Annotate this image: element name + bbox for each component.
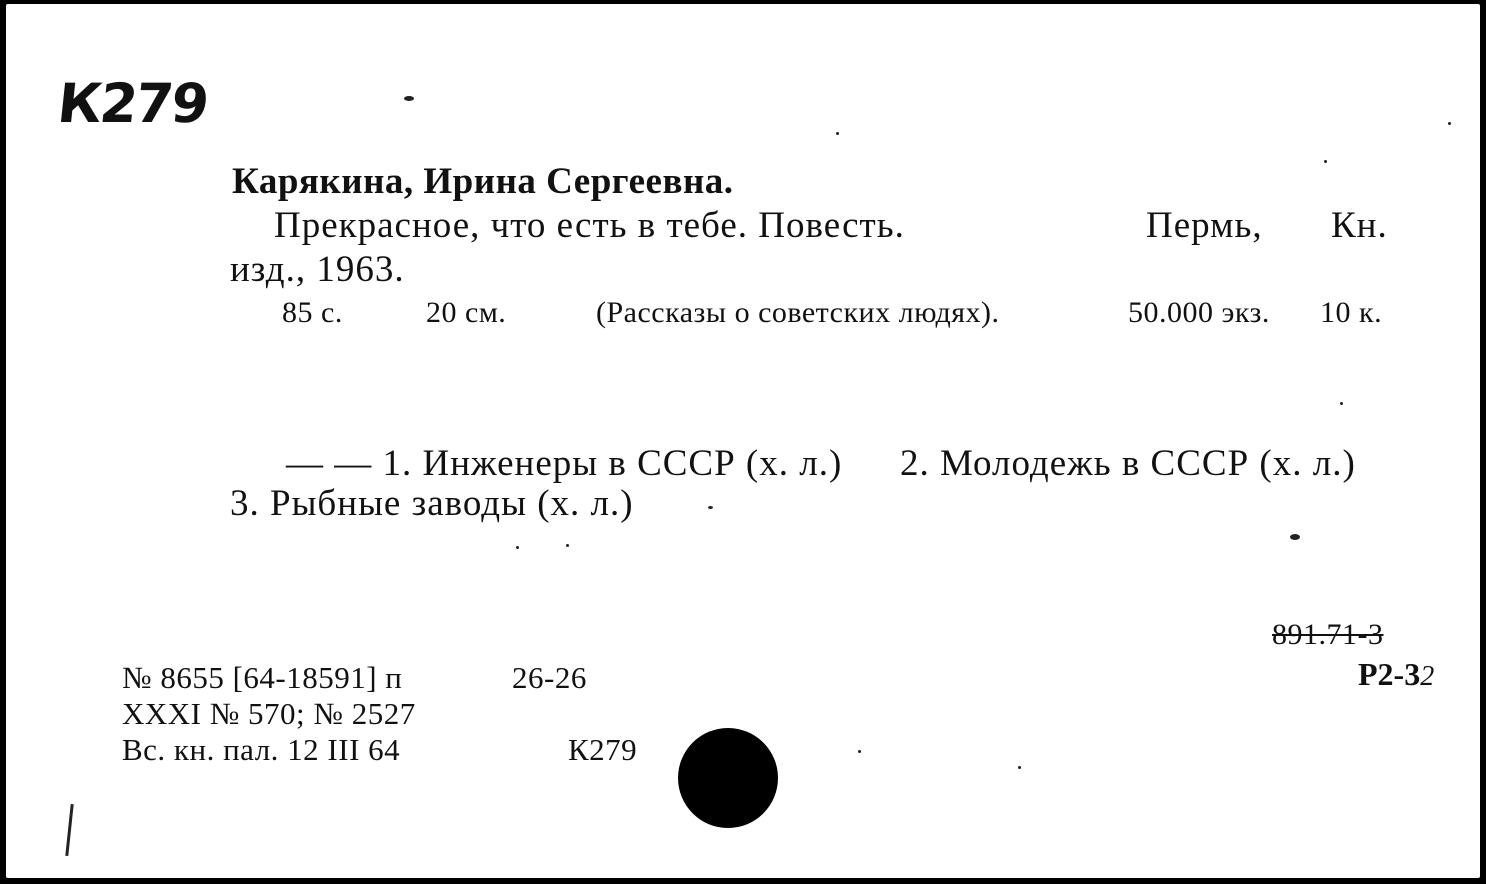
catalog-card bbox=[6, 4, 1480, 878]
footer-record-number: № 8655 [64-18591] п bbox=[122, 660, 403, 695]
print-run: 50.000 экз. bbox=[1128, 296, 1270, 329]
footer-chamber-date: Вс. кн. пал. 12 III 64 bbox=[122, 732, 401, 767]
ink-speck bbox=[1324, 160, 1327, 163]
punch-hole bbox=[678, 728, 778, 828]
ink-speck bbox=[1018, 766, 1021, 769]
pen-mark bbox=[65, 804, 73, 856]
classification-code-text: Р2-3 bbox=[1358, 656, 1421, 692]
footer-call-number: К279 bbox=[568, 732, 638, 767]
ink-speck bbox=[1340, 402, 1343, 405]
price: 10 к. bbox=[1320, 296, 1383, 329]
classification-handwritten-digit: 2 bbox=[1420, 661, 1435, 692]
ink-speck bbox=[566, 544, 569, 547]
book-size: 20 см. bbox=[426, 296, 507, 329]
publication-place: Пермь, bbox=[1146, 205, 1263, 246]
ink-speck bbox=[858, 750, 861, 753]
classification-struck: 891.71-3 bbox=[1272, 618, 1384, 651]
ink-speck bbox=[708, 506, 713, 509]
ink-speck bbox=[1290, 534, 1300, 540]
classification-code bbox=[1358, 656, 1434, 693]
publisher-year: изд., 1963. bbox=[230, 249, 405, 290]
publisher-abbrev: Кн. bbox=[1331, 205, 1388, 246]
subject-headings-line2: 3. Рыбные заводы (х. л.) bbox=[230, 483, 634, 524]
ink-speck bbox=[836, 132, 839, 135]
subject-heading-youth: 2. Молодежь в СССР (х. л.) bbox=[900, 443, 1356, 484]
footer-registry: XXXI № 570; № 2527 bbox=[122, 696, 416, 731]
title-statement: Прекрасное, что есть в тебе. Повесть. bbox=[274, 205, 905, 246]
page-count: 85 с. bbox=[282, 296, 343, 329]
author-heading: Карякина, Ирина Сергеевна. bbox=[232, 161, 734, 202]
ink-speck bbox=[516, 546, 519, 549]
subject-headings-line1: — — 1. Инженеры в СССР (х. л.) bbox=[286, 443, 843, 484]
ink-speck bbox=[404, 96, 414, 101]
ink-speck bbox=[1448, 122, 1451, 125]
handwritten-call-number: К279 bbox=[54, 72, 211, 135]
series-statement: (Рассказы о советских людях). bbox=[596, 296, 1000, 329]
footer-format: 26-26 bbox=[512, 660, 587, 695]
